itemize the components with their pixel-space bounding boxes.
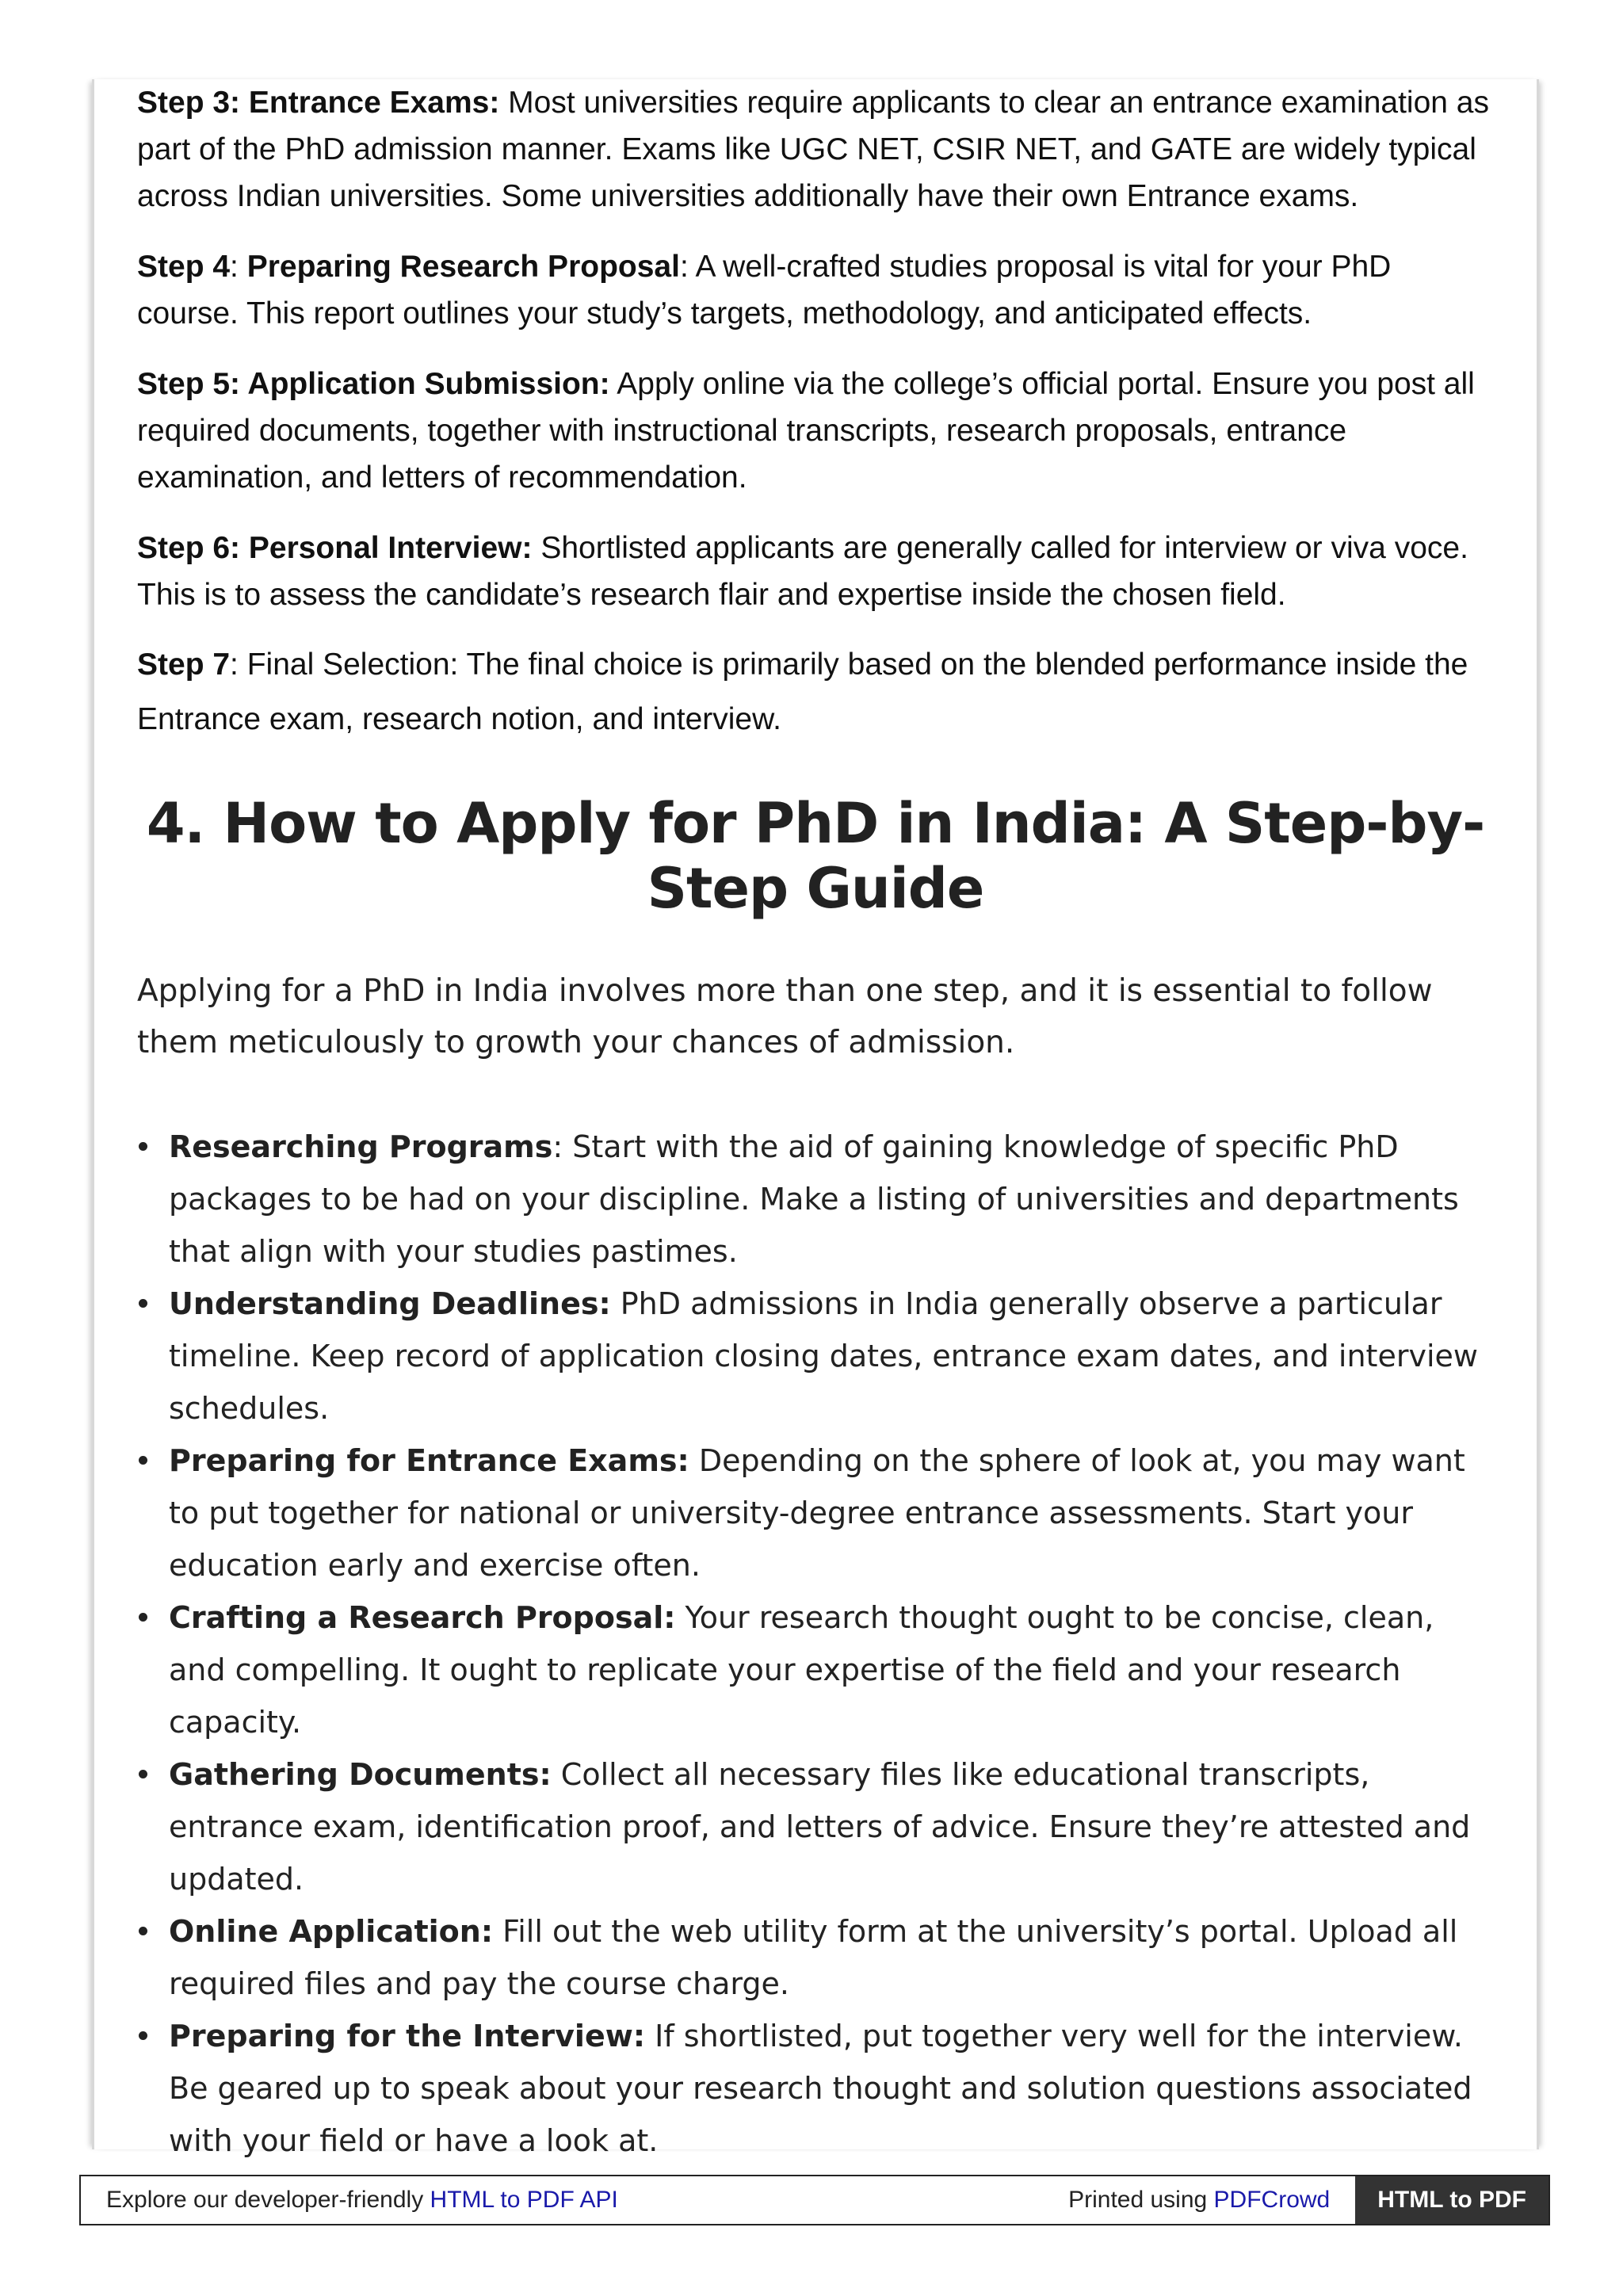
list-item-label: Crafting a Research Proposal: xyxy=(169,1600,676,1635)
list-item-label: Understanding Deadlines: xyxy=(169,1286,611,1321)
step-3-label: Step 3: Entrance Exams: xyxy=(137,86,500,120)
footer-printed-text: Printed using xyxy=(1068,2187,1214,2213)
step-3-text: Most universities require applicants to clear an entrance examination as part of the PhD admission manner. Exams like UGC NET, CSIR NET, and GATE are widely typical across Indian universities. Some universities additionally have their own Entrance exams. xyxy=(137,86,1489,213)
step-6-paragraph xyxy=(137,525,1494,618)
step-3-paragraph xyxy=(137,79,1494,220)
html-to-pdf-button[interactable]: HTML to PDF xyxy=(1355,2176,1549,2224)
step-4-text: : A well-crafted studies proposal is vital for your PhD course. This report outlines your study’s targets, methodology, and anticipated effects. xyxy=(137,250,1392,330)
list-item xyxy=(169,1591,1494,1748)
section-intro: Applying for a PhD in India involves more than one step, and it is essential to follow them meticulously to growth your chances of admission. xyxy=(137,973,1433,1060)
list-item-label: Preparing for the Interview: xyxy=(169,2019,646,2053)
step-6-label: Step 6: Personal Interview: xyxy=(137,531,533,565)
list-item xyxy=(169,2010,1494,2167)
step-6-text: Shortlisted applicants are generally called for interview or viva voce. This is to assess the candidate’s research flair and expertise inside the chosen field. xyxy=(137,531,1468,612)
step-7-label: Step 7 xyxy=(137,648,231,682)
step-4-label-title: Preparing Research Proposal xyxy=(246,250,680,284)
list-item xyxy=(169,1278,1494,1435)
list-item-label: Gathering Documents: xyxy=(169,1757,552,1792)
footer-explore xyxy=(81,2187,1068,2214)
list-item xyxy=(169,1435,1494,1591)
list-item-label: Preparing for Entrance Exams: xyxy=(169,1443,689,1478)
step-7-text: : Final Selection: The final choice is primarily based on the blended performance inside the Entrance exam, research notion, and interview. xyxy=(137,648,1468,736)
list-item-text: Fill out the web utility form at the university’s portal. Upload all required files and pay the course charge. xyxy=(169,1914,1458,2001)
step-4-separator: : xyxy=(230,250,247,284)
document-content xyxy=(137,79,1494,2167)
step-5-text: Apply online via the college’s official portal. Ensure you post all required documents, together with instructional transcripts, research proposals, entrance examination, and letters of recommendation. xyxy=(137,367,1475,495)
step-5-paragraph xyxy=(137,361,1494,501)
list-item xyxy=(169,1121,1494,1278)
list-item-text: Your research thought ought to be concise, clean, and compelling. It ought to replicate your expertise of the field and your research capacity. xyxy=(169,1600,1434,1740)
step-5-label: Step 5: Application Submission: xyxy=(137,367,610,401)
apply-steps-list xyxy=(137,1121,1494,2167)
footer-printed xyxy=(1068,2187,1355,2214)
step-7-paragraph xyxy=(137,637,1494,747)
list-item xyxy=(169,1748,1494,1905)
list-item-label: Online Application: xyxy=(169,1914,494,1949)
html-to-pdf-api-link[interactable]: HTML to PDF API xyxy=(430,2187,618,2213)
list-item-text: Depending on the sphere of look at, you may want to put together for national or university-degree entrance assessments. Start your education early and exercise often. xyxy=(169,1443,1465,1583)
step-4-label: Step 4 xyxy=(137,250,231,284)
footer-explore-text: Explore our developer-friendly xyxy=(106,2187,430,2213)
section-heading: 4. How to Apply for PhD in India: A Step-by-Step Guide xyxy=(146,791,1485,921)
step-4-paragraph xyxy=(137,243,1494,337)
pdfcrowd-footer-bar xyxy=(79,2175,1550,2225)
list-item xyxy=(169,1905,1494,2010)
list-item-text: If shortlisted, put together very well for the interview. Be geared up to speak about your research thought and solution questions associated with your field or have a look at. xyxy=(169,2019,1472,2158)
list-item-label: Researching Programs xyxy=(169,1129,553,1164)
list-item-text: Collect all necessary files like educational transcripts, entrance exam, identification proof, and letters of advice. Ensure they’re attested and updated. xyxy=(169,1757,1471,1897)
pdfcrowd-link[interactable]: PDFCrowd xyxy=(1213,2187,1331,2213)
list-item-text: : Start with the aid of gaining knowledge of specific PhD packages to be had on your discipline. Make a listing of universities and departments that align with your studies pastimes. xyxy=(169,1129,1459,1269)
list-item-text: PhD admissions in India generally observe a particular timeline. Keep record of application closing dates, entrance exam dates, and interview schedules. xyxy=(169,1286,1478,1426)
